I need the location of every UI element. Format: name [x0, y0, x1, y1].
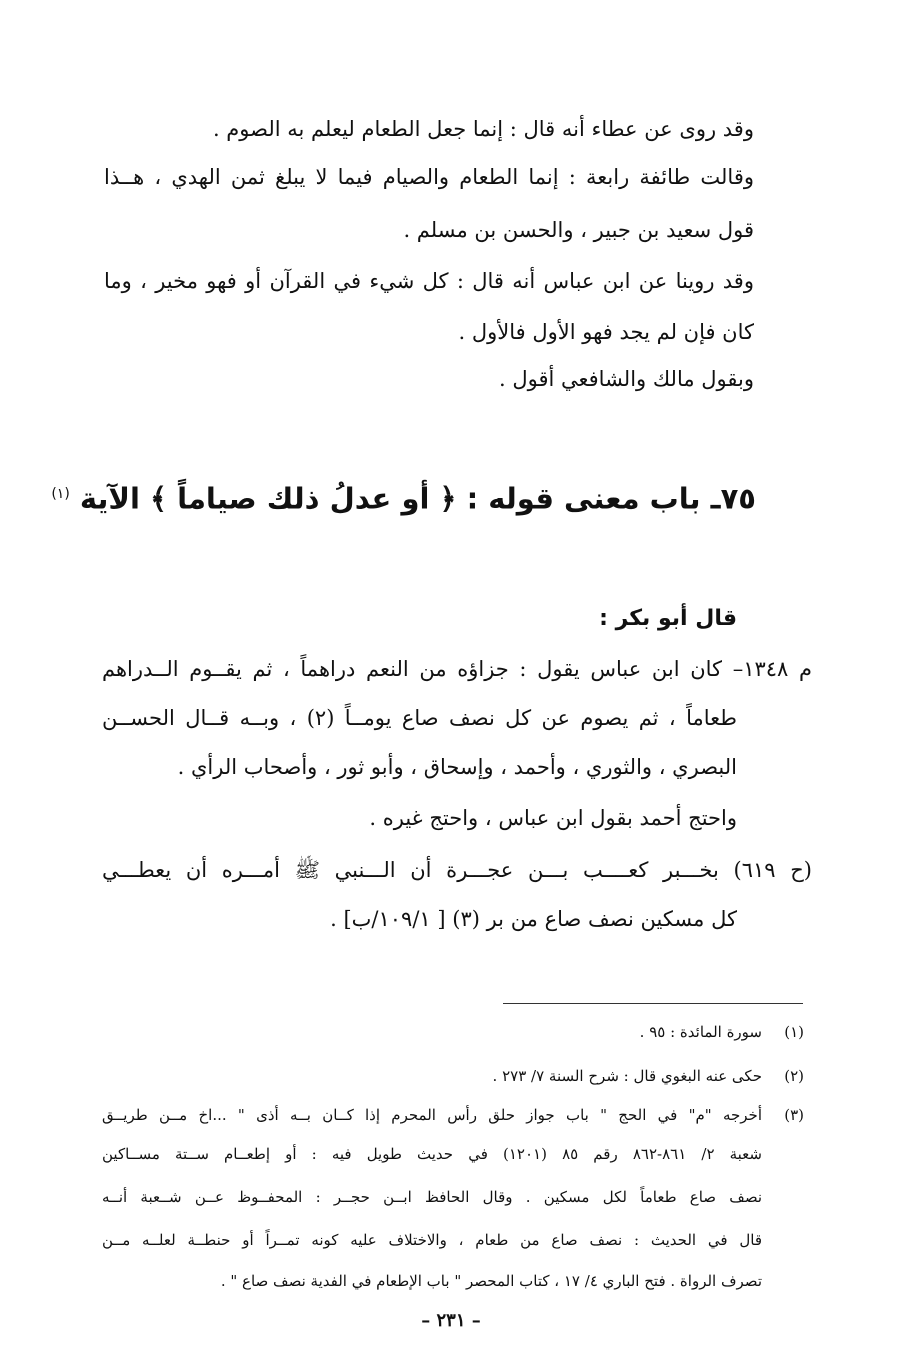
footnote-divider: [503, 1003, 803, 1004]
footnote-1-number: (١): [784, 1023, 804, 1041]
intro-line-5: كان فإن لم يجد فهو الأول فالأول .: [458, 320, 754, 344]
body-line-3: البصري ، والثوري ، وأحمد ، وإسحاق ، وأبو ثور ، وأصحاب الرأي .: [177, 755, 737, 779]
body-line-6: كل مسكين نصف صاع من بر (٣) [ ١٠٩/١/ب] .: [330, 907, 737, 931]
intro-line-4: وقد روينا عن ابن عباس أنه قال : كل شيء في القرآن أو فهو مخير ، وما: [104, 269, 754, 293]
footnote-3-line-1: أخرجه "م" في الحج " باب جواز حلق رأس المحرم إذا كــان بــه أذى " ...اخ مــن طريــق: [102, 1106, 762, 1124]
speaker-label: قال أبو بكر :: [599, 606, 737, 631]
body-line-5: (ح ٦١٩) بخـــبر كعــــب بـــن عجـــرة أن الـــنبي ﷺ أمـــره أن يعطـــي: [102, 858, 812, 882]
body-line-1: م ١٣٤٨– كان ابن عباس يقول : جزاؤه من النعم دراهماً ، ثم يقــوم الــدراهم: [102, 657, 812, 681]
intro-line-1: وقد روى عن عطاء أنه قال : إنما جعل الطعام ليعلم به الصوم .: [212, 117, 754, 141]
heading-footnote-marker: (١): [51, 486, 70, 502]
intro-line-3: قول سعيد بن جبير ، والحسن بن مسلم .: [403, 218, 754, 242]
footnote-3-number: (٣): [784, 1106, 804, 1124]
page-number: – ٢٣١ –: [421, 1310, 481, 1331]
footnote-3-line-5: تصرف الرواة . فتح الباري ٤/ ١٧ ، كتاب المحصر " باب الإطعام في الفدية نصف صاع " .: [220, 1272, 762, 1290]
footnote-1-text: سورة المائدة : ٩٥ .: [639, 1023, 762, 1041]
intro-line-2: وقالت طائفة رابعة : إنما الطعام والصيام فيما لا يبلغ ثمن الهدي ، هــذا: [104, 165, 754, 189]
footnote-3-line-4: قال في الحديث : نصف صاع من طعام ، والاختلاف عليه كونه تمــراً أو حنطــة لعلــه مــن: [102, 1231, 762, 1249]
footnote-3-line-2: شعبة ٢/ ٨٦١-٨٦٢ رقم ٨٥ (١٢٠١) في حديث طويل فيه : أو إطعــام ســتة مســاكين: [102, 1145, 762, 1163]
footnote-2-number: (٢): [784, 1067, 804, 1085]
footnote-2-text: حكى عنه البغوي قال : شرح السنة ٧/ ٢٧٣ .: [492, 1067, 762, 1085]
chapter-heading-text: ٧٥ـ باب معنى قوله : ﴿ أو عدلُ ذلك صياماً ﴾ الآية: [79, 481, 756, 516]
footnote-3-line-3: نصف صاع طعاماً لكل مسكين . وقال الحافظ ابــن حجــر : المحفــوظ عــن شــعبة أنــه: [102, 1188, 762, 1206]
intro-line-6: وبقول مالك والشافعي أقول .: [499, 367, 754, 391]
body-line-2: طعاماً ، ثم يصوم عن كل نصف صاع يومــاً (٢) ، وبــه قــال الحســن: [102, 706, 737, 730]
chapter-heading: [51, 472, 756, 521]
body-line-4: واحتج أحمد بقول ابن عباس ، واحتج غيره .: [369, 806, 737, 830]
